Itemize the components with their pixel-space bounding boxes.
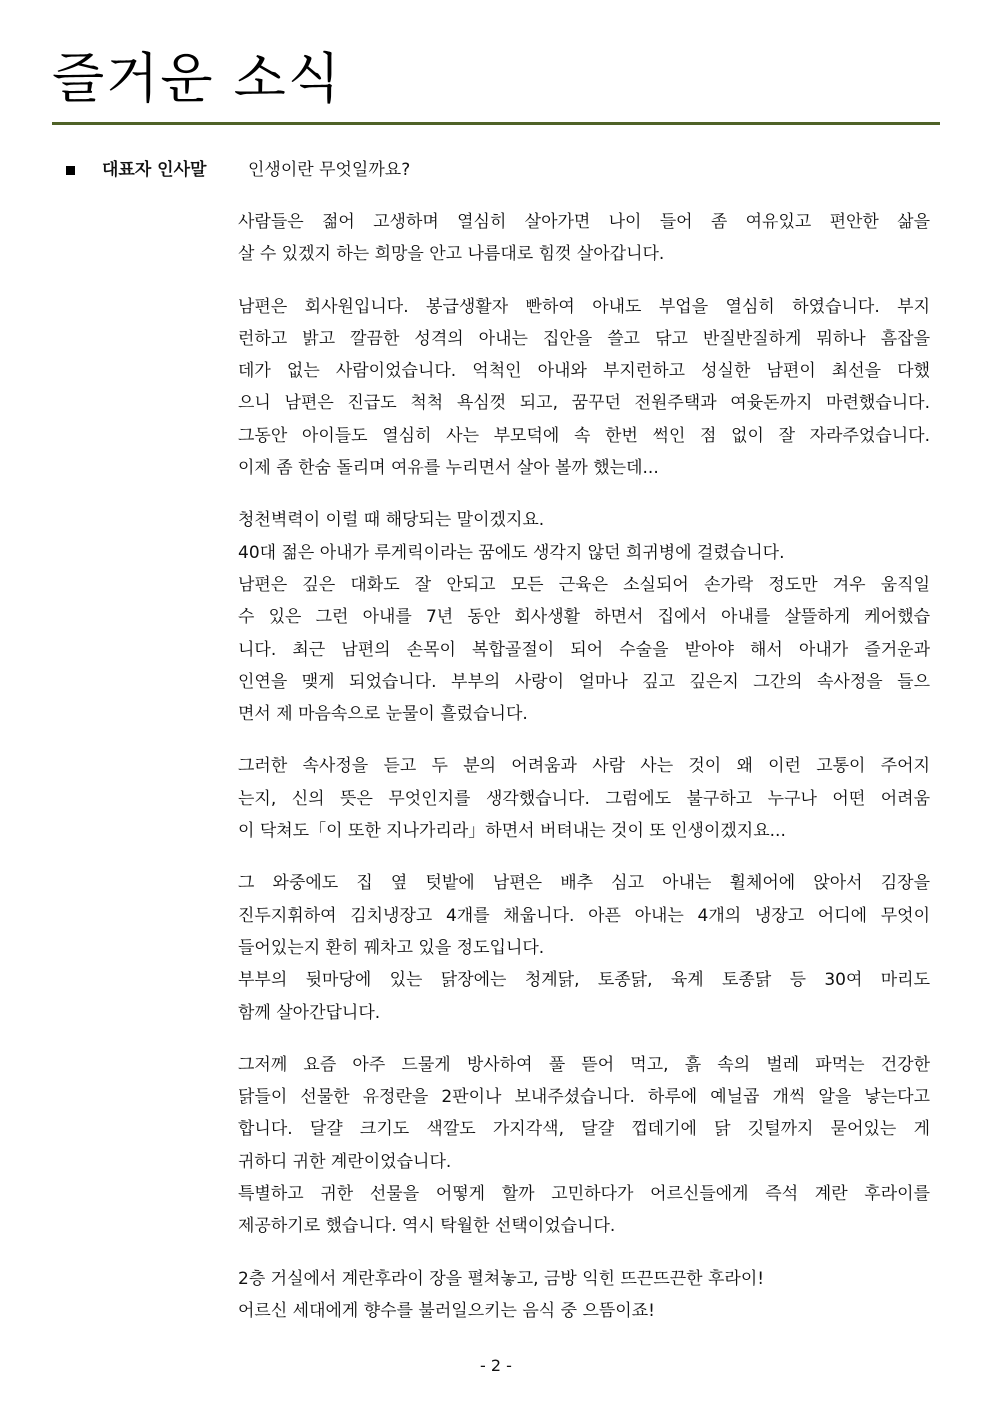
- text-line: 니다. 최근 남편의 손목이 복합골절이 되어 수술을 받아야 해서 아내가 즐거운과: [238, 639, 930, 660]
- paragraph: [238, 1263, 930, 1328]
- paragraph: [238, 291, 930, 485]
- text-line: 남편은 깊은 대화도 잘 안되고 모든 근육은 소실되어 손가락 정도만 겨우 움직일: [238, 574, 930, 595]
- text-line: 런하고 밝고 깔끔한 성격의 아내는 집안을 쓸고 닦고 반질반질하게 뭐하나 흠잡을: [238, 328, 930, 349]
- paragraph: [238, 504, 930, 730]
- text-line: 닭들이 선물한 유정란을 2판이나 보내주셨습니다. 하루에 예닐곱 개씩 알을 낳는다고: [238, 1087, 930, 1108]
- text-line: 부부의 뒷마당에 있는 닭장에는 청계닭, 토종닭, 육계 토종닭 등 30여 마리도: [238, 970, 930, 991]
- text-line: 는지, 신의 뜻은 무엇인지를 생각했습니다. 그럼에도 불구하고 누구나 어떤 어려움: [238, 788, 930, 809]
- text-line: 이 닥쳐도「이 또한 지나가리라」하면서 버텨내는 것이 또 인생이겠지요...: [238, 821, 786, 842]
- text-line: 살 수 있겠지 하는 희망을 안고 나름대로 힘껏 살아갑니다.: [238, 244, 665, 265]
- text-line: 들어있는지 환히 꿰차고 있을 정도입니다.: [238, 937, 545, 958]
- text-line: 인연을 맺게 되었습니다. 부부의 사랑이 얼마나 깊고 깊은지 그간의 속사정을 들으: [238, 671, 930, 692]
- text-line: 어르신 세대에게 향수를 불러일으키는 음식 중 으뜸이죠!: [238, 1300, 655, 1321]
- text-line: 그동안 아이들도 열심히 사는 부모덕에 속 한번 썩인 점 없이 잘 자라주었습니다.: [238, 425, 930, 446]
- text-line: 그러한 속사정을 듣고 두 분의 어려움과 사람 사는 것이 왜 이런 고통이 주어지: [238, 756, 930, 777]
- page-number: - 2 -: [480, 1356, 512, 1375]
- text-line: 그저께 요즘 아주 드물게 방사하여 풀 뜯어 먹고, 흙 속의 벌레 파먹는 건강한: [238, 1054, 930, 1075]
- page-title: 즐거운 소식: [52, 47, 342, 110]
- paragraph: [238, 206, 930, 271]
- text-line: 특별하고 귀한 선물을 어떻게 할까 고민하다가 어르신들에게 즉석 계란 후라이를: [238, 1184, 930, 1205]
- section-heading: [66, 156, 206, 184]
- text-line: 이제 좀 한숨 돌리며 여유를 누리면서 살아 볼까 했는데...: [238, 458, 659, 479]
- text-line: 남편은 회사원입니다. 봉급생활자 빤하여 아내도 부업을 열심히 하였습니다. 부지: [238, 296, 930, 317]
- article-body: [238, 206, 930, 1347]
- text-line: 면서 제 마음속으로 눈물이 흘렀습니다.: [238, 704, 528, 725]
- text-line: 합니다. 달걀 크기도 색깔도 가지각색, 달걀 껍데기에 닭 깃털까지 묻어있는 게: [238, 1119, 930, 1140]
- paragraph: [238, 750, 930, 847]
- text-line: 40대 젊은 아내가 루게릭이라는 꿈에도 생각지 않던 희귀병에 걸렸습니다.: [238, 542, 785, 563]
- title-underline: [52, 122, 940, 125]
- text-line: 수 있은 그런 아내를 7년 동안 회사생활 하면서 집에서 아내를 살뜰하게 케어했습: [238, 607, 930, 628]
- text-line: 청천벽력이 이럴 때 해당되는 말이겠지요.: [238, 510, 545, 531]
- section-label: 대표자 인사말: [102, 160, 207, 180]
- square-bullet-icon: [66, 166, 75, 175]
- paragraph: [238, 867, 930, 1028]
- article-subtitle: 인생이란 무엇일까요?: [248, 160, 411, 180]
- text-line: 함께 살아간답니다.: [238, 1002, 381, 1023]
- text-line: 으니 남편은 진급도 척척 욕심껏 되고, 꿈꾸던 전원주택과 여윳돈까지 마련했습니다.: [238, 393, 930, 414]
- text-line: 귀하디 귀한 계란이었습니다.: [238, 1151, 452, 1172]
- paragraph: [238, 1049, 930, 1243]
- text-line: 사람들은 젊어 고생하며 열심히 살아가면 나이 들어 좀 여유있고 편안한 삶을: [238, 212, 930, 232]
- text-line: 데가 없는 사람이었습니다. 억척인 아내와 부지런하고 성실한 남편이 최선을 다했: [238, 361, 930, 382]
- text-line: 그 와중에도 집 옆 텃밭에 남편은 배추 심고 아내는 휠체어에 앉아서 김장을: [238, 873, 930, 894]
- text-line: 진두지휘하여 김치냉장고 4개를 채웁니다. 아픈 아내는 4개의 냉장고 어디에 무엇이: [238, 905, 930, 926]
- text-line: 2층 거실에서 계란후라이 장을 펼쳐놓고, 금방 익힌 뜨끈뜨끈한 후라이!: [238, 1268, 765, 1289]
- text-line: 제공하기로 했습니다. 역시 탁월한 선택이었습니다.: [238, 1216, 616, 1237]
